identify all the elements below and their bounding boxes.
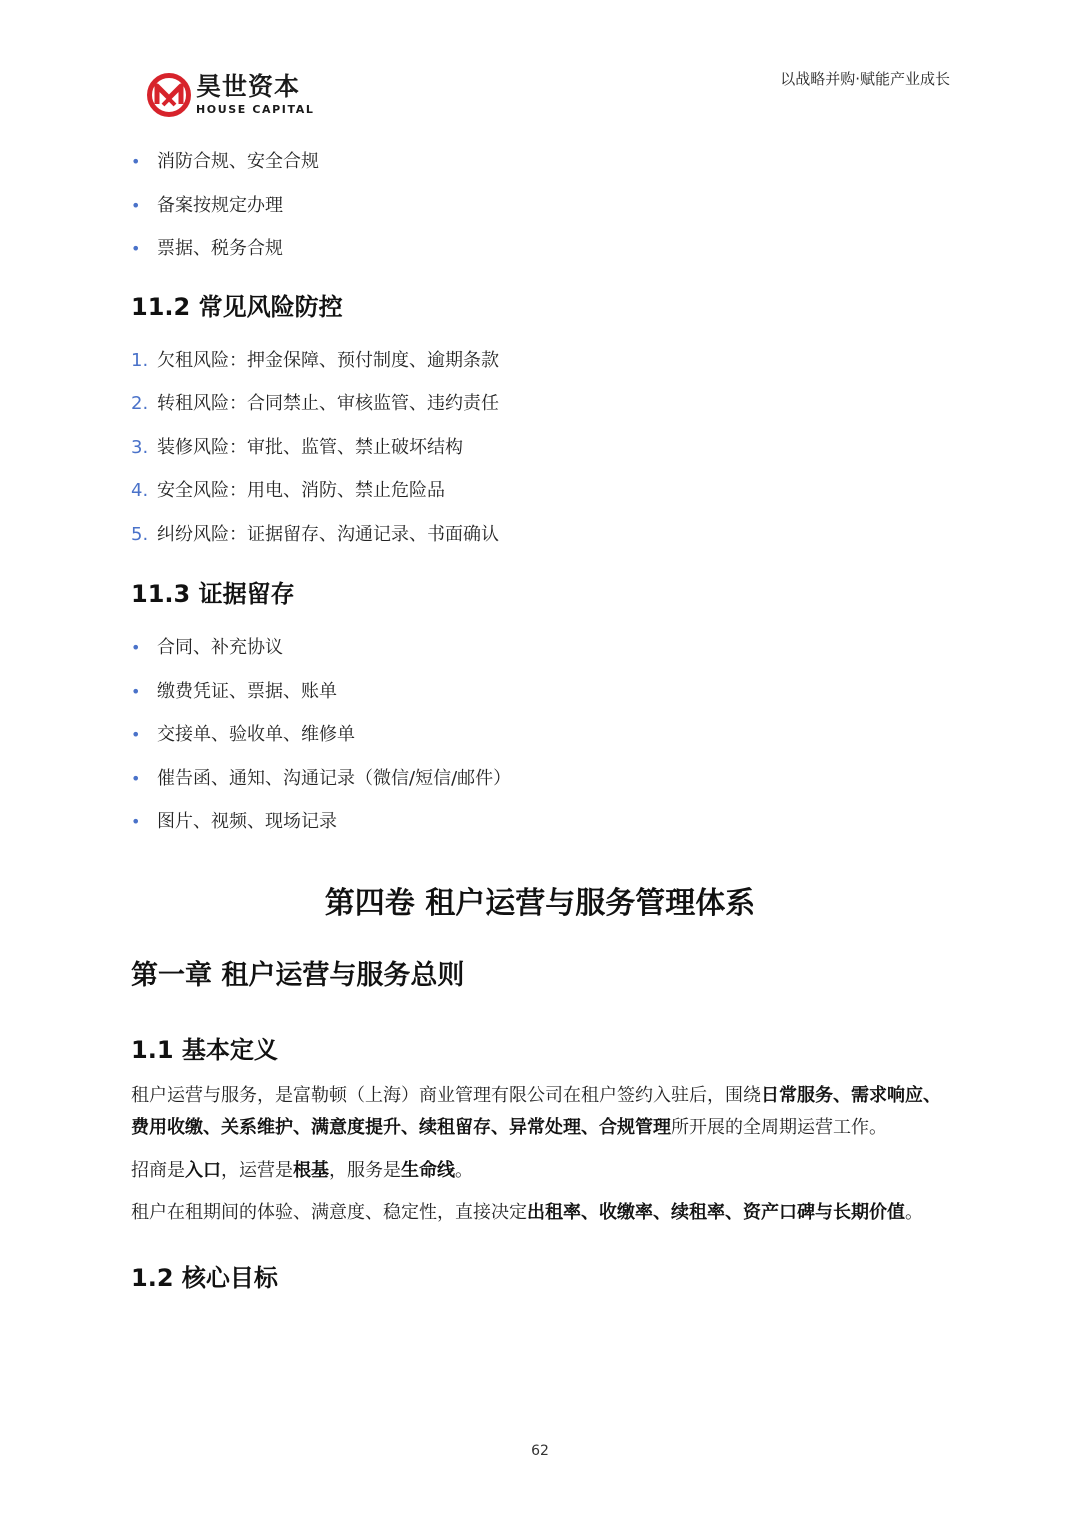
list-item: • 图片、视频、现场记录 [131, 800, 949, 844]
list-item: 4. 安全风险：用电、消防、禁止危险品 [131, 480, 445, 501]
volume-title: 第四卷 租户运营与服务管理体系 [324, 885, 756, 921]
role-paragraph: 招商是入口，运营是根基，服务是生命线。 [131, 1159, 473, 1181]
risk-control-list [131, 339, 949, 557]
bullet-icon: • [131, 638, 141, 657]
company-logo [146, 72, 316, 120]
header-slogan: 以战略并购·赋能产业成长 [780, 70, 950, 88]
page-header [0, 0, 1080, 130]
list-item: 2. 转租风险：合同禁止、审核监管、违约责任 [131, 393, 499, 414]
house-capital-logo-icon [146, 72, 192, 118]
list-item: • 合同、补充协议 [131, 626, 949, 670]
bullet-icon: • [131, 195, 141, 215]
bullet-icon: • [131, 812, 141, 831]
chapter-title: 第一章 租户运营与服务总则 [131, 959, 465, 991]
list-item: • 消防合规、安全合规 [131, 140, 949, 184]
list-item: • 缴费凭证、票据、账单 [131, 670, 949, 714]
list-item: 1. 欠租风险：押金保障、预付制度、逾期条款 [131, 349, 499, 371]
impact-paragraph: 租户在租期间的体验、满意度、稳定性，直接决定出租率、收缴率、续租率、资产口碑与长期价值。 [131, 1202, 923, 1223]
bullet-icon: • [131, 725, 141, 744]
definition-paragraph: 租户运营与服务，是富勒顿（上海）商业管理有限公司在租户签约入驻后，围绕日常服务、需求响应、费用收缴、关系维护、满意度提升、续租留存、异常处理、合规管理所开展的全周期运营工作。 [131, 1084, 941, 1138]
page-number: 62 [531, 1443, 549, 1459]
list-item: • 交接单、验收单、维修单 [131, 713, 949, 757]
bullet-icon: • [131, 768, 141, 788]
list-item: 3. 装修风险：审批、监管、禁止破坏结构 [131, 436, 463, 458]
section-heading-1-1: 1.1 基本定义 [131, 1035, 278, 1064]
list-item: • 催告函、通知、沟通记录（微信/短信/邮件） [131, 757, 949, 801]
bullet-icon: • [131, 152, 141, 171]
document-body [131, 140, 949, 1298]
bullet-icon: • [131, 239, 141, 258]
section-heading-1-2: 1.2 核心目标 [131, 1263, 278, 1292]
logo-english-name: HOUSE CAPITAL [196, 103, 315, 116]
evidence-list [131, 626, 949, 844]
list-item: • 票据、税务合规 [131, 227, 949, 271]
compliance-list [131, 140, 949, 271]
bullet-icon: • [131, 681, 141, 701]
logo-chinese-name: 昊世资本 [196, 72, 301, 101]
list-item: • 备案按规定办理 [131, 184, 949, 228]
section-heading-11-3: 11.3 证据留存 [131, 580, 295, 608]
section-heading-11-2: 11.2 常见风险防控 [131, 292, 343, 321]
list-item: 5. 纠纷风险：证据留存、沟通记录、书面确认 [131, 523, 499, 545]
